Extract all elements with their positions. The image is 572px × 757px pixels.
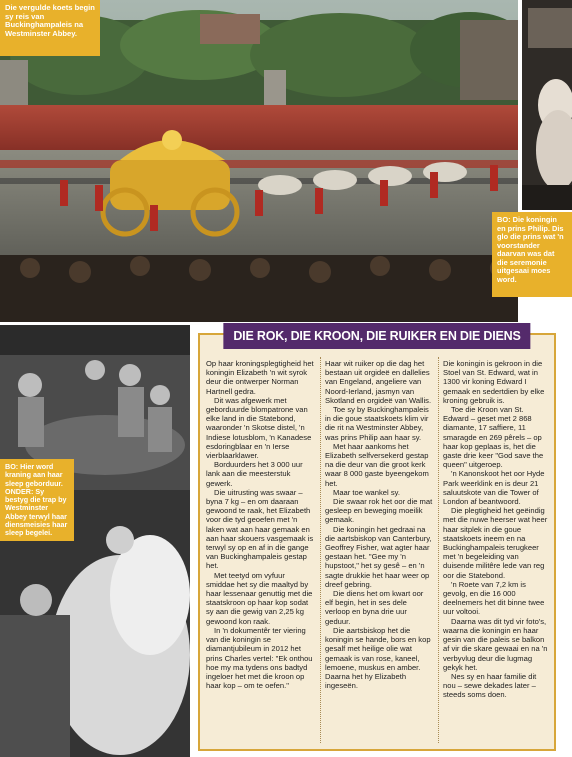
paragraph: Nes sy en haar familie dit nou – sewe dekades later – steeds soms doen. <box>443 671 537 700</box>
paragraph: Maar toe wankel sy. <box>333 487 400 497</box>
article-column-3 <box>443 359 551 700</box>
article-box <box>198 329 556 751</box>
paragraph: Die aartsbiskop het die koningin se hande, bors en kop gesalf met heilige olie wat gemaak is van rose, kaneel, lemoene, muskus en amber. Daarna het hy Elizabeth ingeseën. <box>325 625 431 691</box>
paragraph: Die koningin het gedraai na die aartsbiskop van Canterbury, Geoffrey Fisher, wat agter haar gestaan het. "Gee my 'n hupstoot," het sy gesê – en 'n sagte drukkie het haar weer op dreef gebring. <box>325 524 432 589</box>
paragraph: Die diens het om kwart oor elf begin, het in ses dele verloop en byna drie uur geduur. <box>325 589 424 626</box>
article-column-2 <box>325 359 433 690</box>
caption-queen-prince: BO: Die koningin en prins Philip. Dis glo die prins wat 'n voorstander daarvan was dat die seremonie uitgesaai moes word. <box>492 212 572 297</box>
article-headline: DIE ROK, DIE KROON, DIE RUIKER EN DIE DIENS <box>223 323 530 349</box>
paragraph: Die plegtigheid het geëindig met die nuwe heerser wat heer haar sitplek in die goue staatskoets ineem en na Buckinghampaleis terugkeer met 'n begeleiding van duisende militêre lede van reg oor die Statebond. <box>443 506 548 580</box>
paragraph: 'n Roete van 7,2 km is gevolg, en die 16 000 deelnemers het dit binne twee uur voltooi. <box>443 579 545 617</box>
paragraph: Toe die Kroon van St. Edward – geset met 2 868 diamante, 17 saffiere, 11 smaragde en 269 pêrels – op haar kop geplaas is, het die gaste drie keer "God save the queen" uitgeroep. <box>443 405 544 470</box>
article-column-1 <box>206 359 314 690</box>
column-divider <box>438 357 439 743</box>
paragraph: Die koningin is gekroon in die Stoel van St. Edward, wat in 1300 vir koning Edward I gemaak en sedertdien by elke kroning gebruik is. <box>443 359 545 405</box>
queen-prince-photo <box>522 0 572 210</box>
column-divider <box>320 357 321 743</box>
paragraph: Op haar kroningsplegtigheid het koningin Elizabeth 'n wit syrok deur die ontwerper Norman Hartnell gedra. <box>206 359 314 396</box>
paragraph: Haar wit ruiker op die dag het bestaan uit orgideë en dallelies van Engeland, angeliere van Noord-Ierland, jasmyn van Skotland en orgideë van Wallis. <box>325 359 432 405</box>
queen-prince-image <box>522 0 572 210</box>
paragraph: Daarna was dit tyd vir foto's, waarna die koningin en haar gesin van die paleis se balkon af vir die skare gewaai en na 'n verbyvlug deur die lugmag gekyk het. <box>443 616 548 672</box>
paragraph: Toe sy by Buckinghampaleis in die goue staatskoets klim vir die rit na Westminster Abbey, was prins Philip aan haar sy. <box>325 405 429 442</box>
paragraph: In 'n dokumentêr ter viering van die koningin se diamantjubileum in 2012 het prins Charles vertel: "Ek onthou hoe my ma tydens ons badtyd ingeloer het met die kroon op haar kop – om te oefen." <box>206 625 313 691</box>
paragraph: Die uitrusting was swaar – byna 7 kg – en om daaraan gewoond te raak, het Elizabeth voor die tyd geoefen met 'n laken wat aan haar gemaak en aan haar skouers vasgemaak is terwyl sy op en af in die gange van Buckinghampaleis gestap het. <box>206 487 314 571</box>
paragraph: 'n Kanonskoot het oor Hyde Park weerklink en is deur 21 saluutskote van die Tower of London af beantwoord. <box>443 469 545 507</box>
paragraph: Met haar aankoms het Elizabeth selfversekerd gestap na die deur van die groot kerk waar 8 000 gaste byeengekom het. <box>325 441 429 488</box>
caption-coach: Die vergulde koets begin sy reis van Buckinghampaleis na Westminster Abbey. <box>0 0 100 56</box>
embroidery-and-train-image <box>0 325 190 757</box>
paragraph: Die swaar rok het oor die mat gesleep en beweging moeilik gemaak. <box>325 497 433 525</box>
paragraph: Dit was afgewerk met geborduurde blompatrone van elke land in die Statebond, waaronder 'n Skotse distel, 'n Indiese lotusblom, 'n Kanadese esdoringblaar en 'n Ierse vierblaarklawer. <box>206 395 312 461</box>
embroidery-and-train-photo <box>0 325 190 757</box>
caption-embroidery-train: BO: Hier word kraning aan haar sleep geborduur. ONDER: Sy bestyg die trap by Westminster Abbey terwyl haar diensmeisies haar sleep begelei. <box>0 459 74 541</box>
paragraph: Met teetyd om vyfuur smiddae het sy die maaltyd by haar lessenaar genuttig met die staatskroon op haar kop sodat sy aan die gewig van 2,25 kg gewoond kon raak. <box>206 570 313 626</box>
paragraph: Borduurders het 3 000 uur lank aan die meesterstuk gewerk. <box>206 460 303 488</box>
